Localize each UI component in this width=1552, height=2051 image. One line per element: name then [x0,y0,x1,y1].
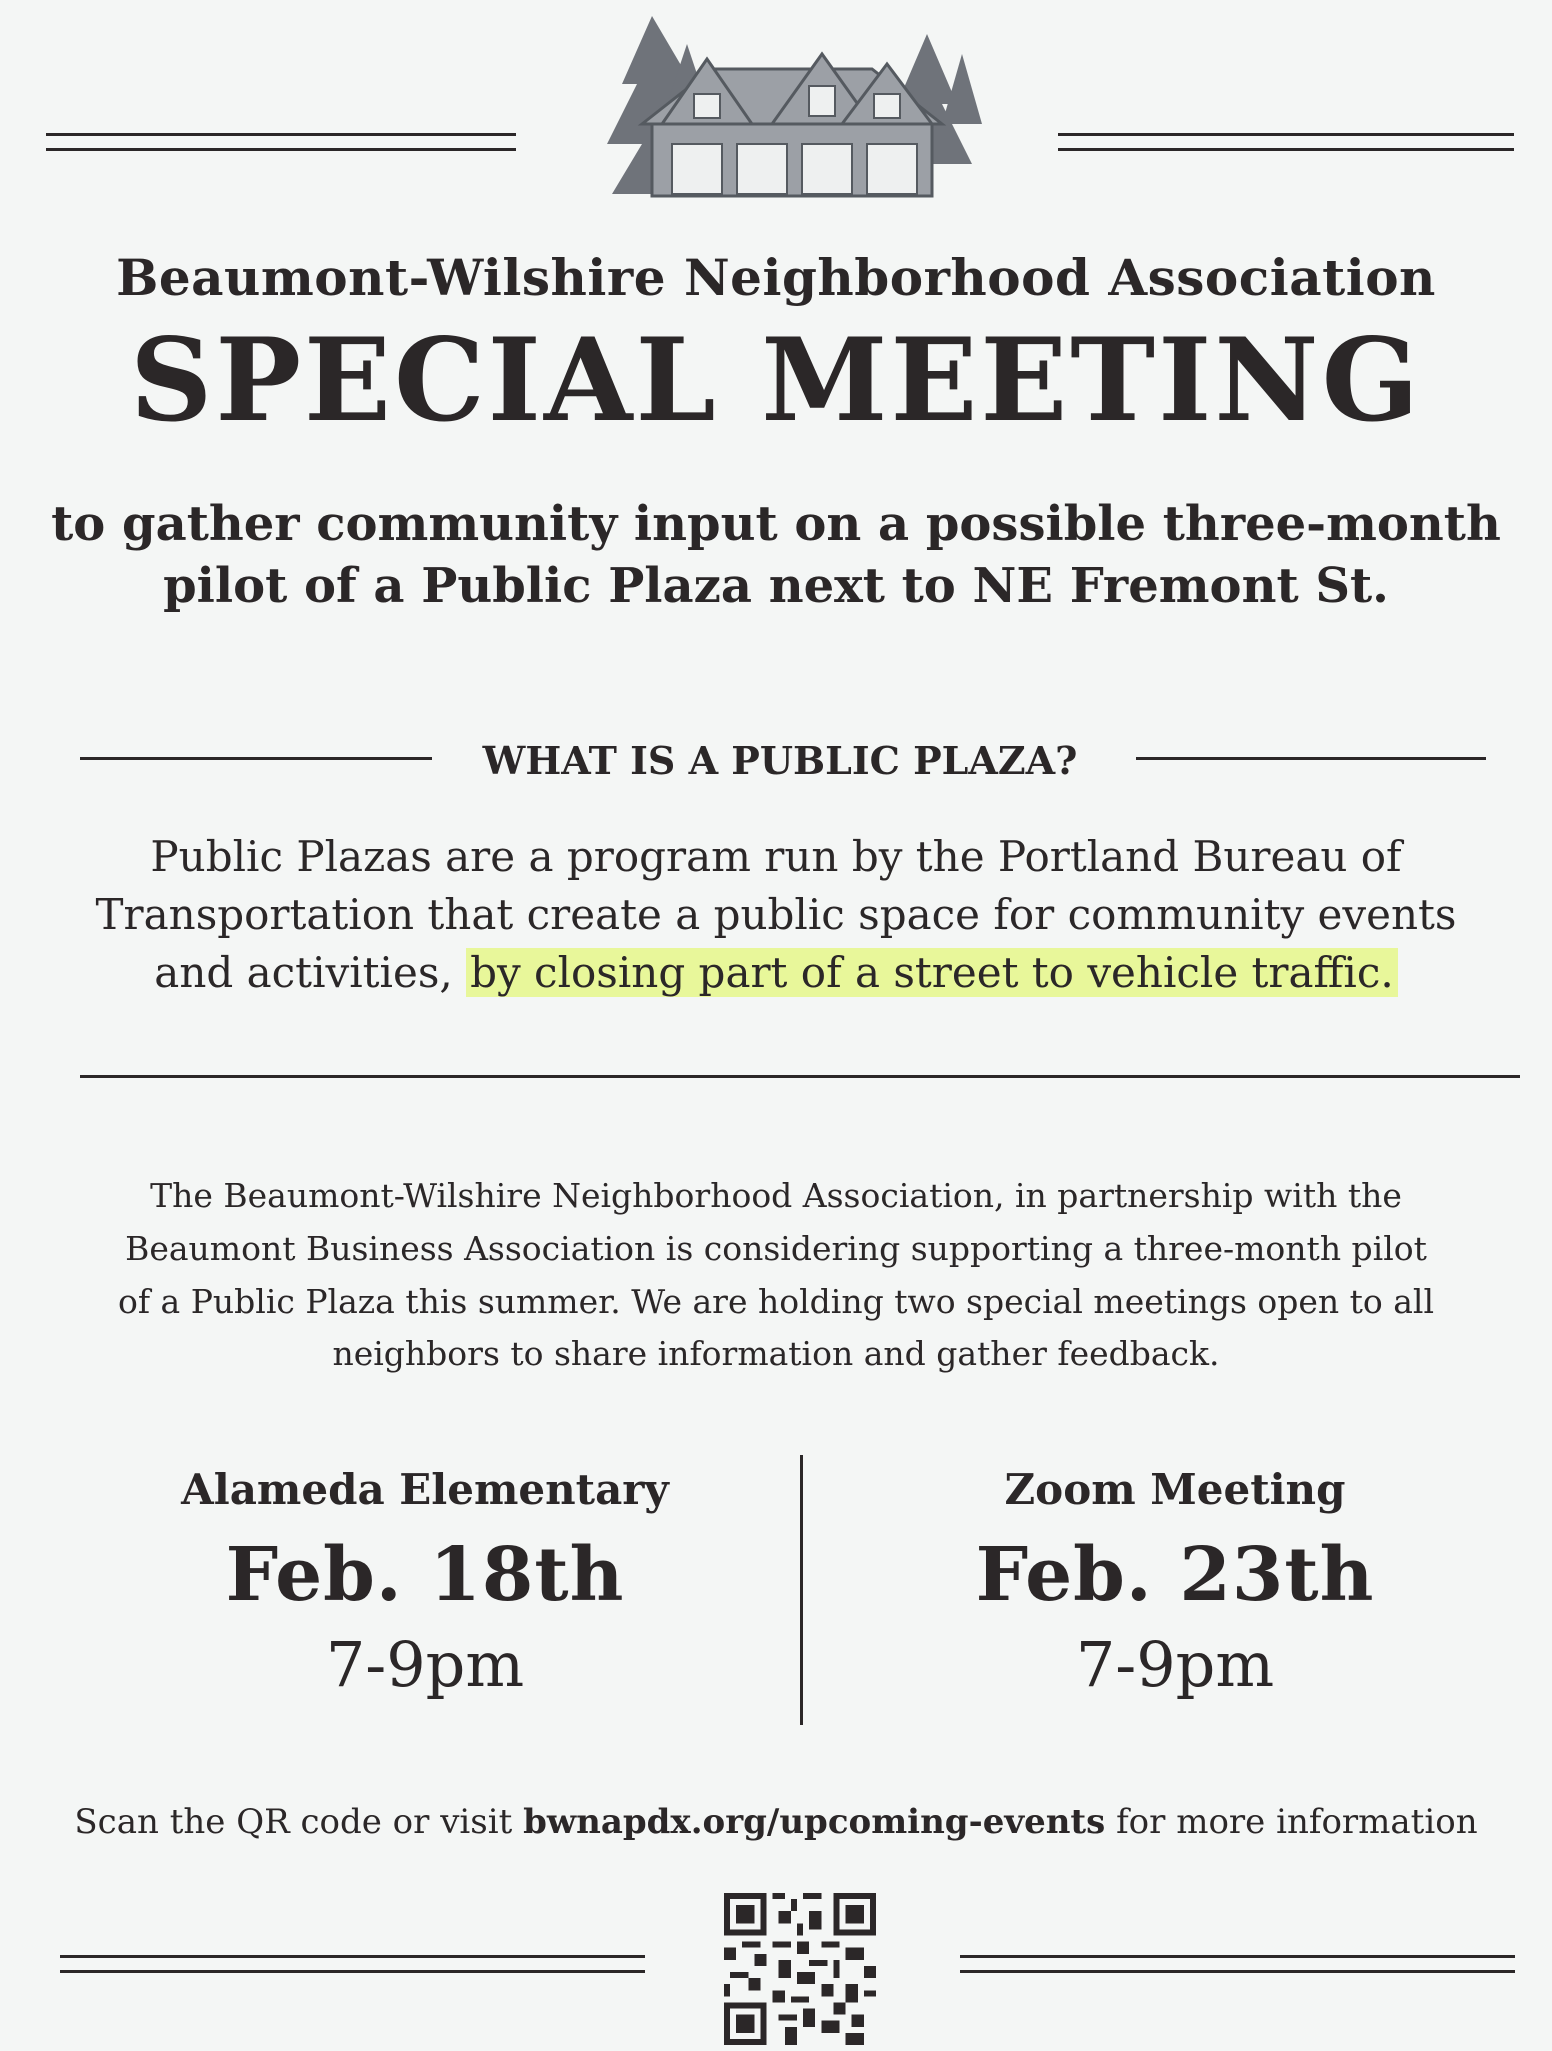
meeting-time: 7-9pm [325,1628,525,1701]
house-with-trees-icon [582,14,1002,204]
definition-highlight: by closing part of a street to vehicle traffic. [466,948,1398,997]
organization-name: Beaumont-Wilshire Neighborhood Association [116,248,1436,307]
footer-rule-right [960,1955,1515,1973]
footer-note [0,1802,1552,1842]
qr-code-icon[interactable] [724,1893,876,2045]
section-rule-left [80,757,432,760]
section-title: WHAT IS A PUBLIC PLAZA? [482,738,1078,783]
footer-text-end: for more information [1105,1802,1478,1842]
footer-text: Scan the QR code or visit [74,1802,524,1842]
meeting-venue: Alameda Elementary [181,1465,669,1514]
intro-paragraph: The Beaumont-Wilshire Neighborhood Association, in partnership with the Beaumont Business Association is considering supporting a three-month pilot of a Public Plaza this summer. We are holding two special meetings open to all neighbors to share information and gather feedback. [117,1176,1435,1374]
definition-text: Public Plazas are a program run by the Portland Bureau of Transportation that create a public space for community events and activities, [95,832,1457,997]
header-rule-right [1058,133,1514,151]
meeting-venue: Zoom Meeting [1004,1465,1346,1514]
meeting-card-2 [875,1465,1475,1701]
footer-rule-left [60,1955,645,1973]
meeting-time: 7-9pm [1075,1628,1275,1701]
headline: SPECIAL MEETING [130,313,1422,447]
meeting-card-1 [125,1465,725,1701]
header-rule-left [46,133,516,151]
subheadline: to gather community input on a possible three-month pilot of a Public Plaza next to NE Fremont St. [51,496,1501,615]
section-divider [80,1075,1520,1078]
meeting-date: Feb. 23th [975,1532,1375,1618]
public-plaza-definition [60,828,1492,1002]
event-link[interactable]: bwnapdx.org/upcoming-events [523,1802,1106,1842]
meeting-date: Feb. 18th [225,1532,625,1618]
meeting-divider [800,1455,803,1725]
section-rule-right [1136,757,1486,760]
